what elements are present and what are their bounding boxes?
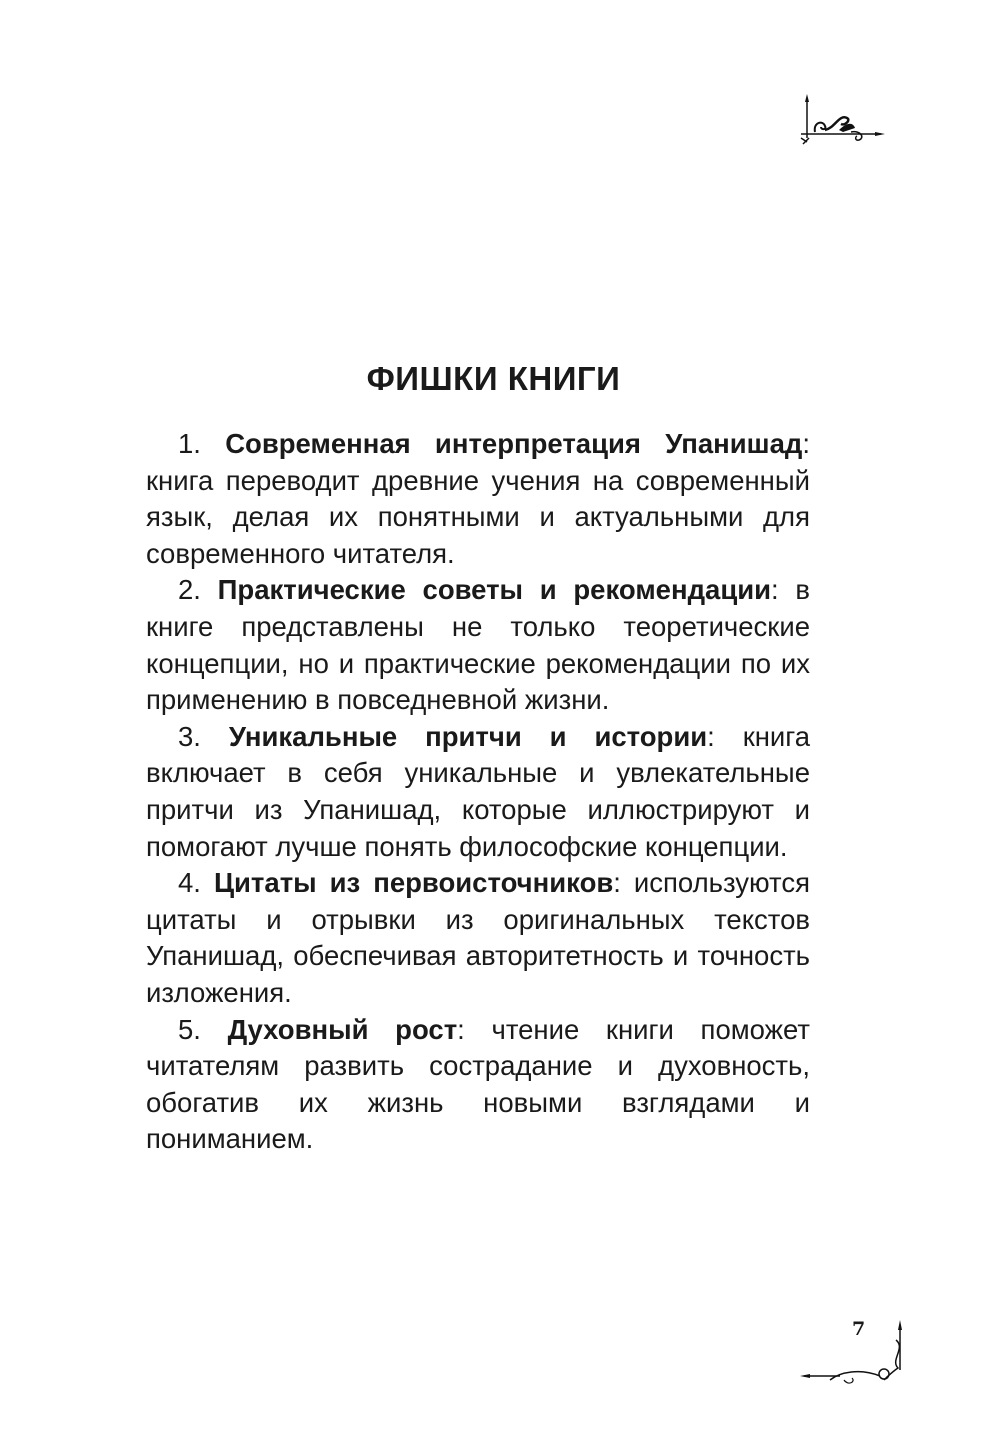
item-heading: Практические советы и рекомендации [217,574,772,606]
item-number: 2. [178,574,201,606]
item-number: 4. [178,867,201,899]
item-text: : книга переводит древние учения на современный язык, делая их понятными и актуальными для современного читателя. [146,428,810,569]
page-number: 7 [852,1318,866,1340]
item-heading: Уникальные притчи и истории [228,720,708,752]
item-text: : книга включает в себя уникальные и увлекательные притчи из Упанишад, которые иллюстрируют и помогают лучше понять философские концепции. [146,720,810,862]
corner-flourish-icon [800,1320,910,1390]
item-heading: Современная интерпретация Упанишад [225,428,803,459]
item-number: 1. [178,428,201,459]
item-heading: Цитаты из первоисточников [213,867,614,899]
page-title: ФИШКИ КНИГИ [366,360,621,397]
item-number: 5. [178,1013,201,1045]
list-item [146,865,810,1011]
corner-flourish-icon [795,92,885,152]
list-item [146,1012,810,1158]
item-number: 3. [178,720,201,752]
item-heading: Духовный рост [227,1013,458,1045]
list-item [146,572,810,718]
list-item [146,719,810,865]
item-text: : используются цитаты и отрывки из оригинальных текстов Упанишад, обеспечивая авторитетность и точность изложения. [146,867,810,1008]
features-list [146,426,810,1158]
list-item [146,426,810,572]
item-text: : чтение книги поможет читателям развить сострадание и духовность, обогатив их жизнь новыми взглядами и пониманием. [146,1013,811,1155]
item-text: : в книге представлены не только теоретические концепции, но и практические рекомендации по их применению в повседневной жизни. [146,574,810,716]
